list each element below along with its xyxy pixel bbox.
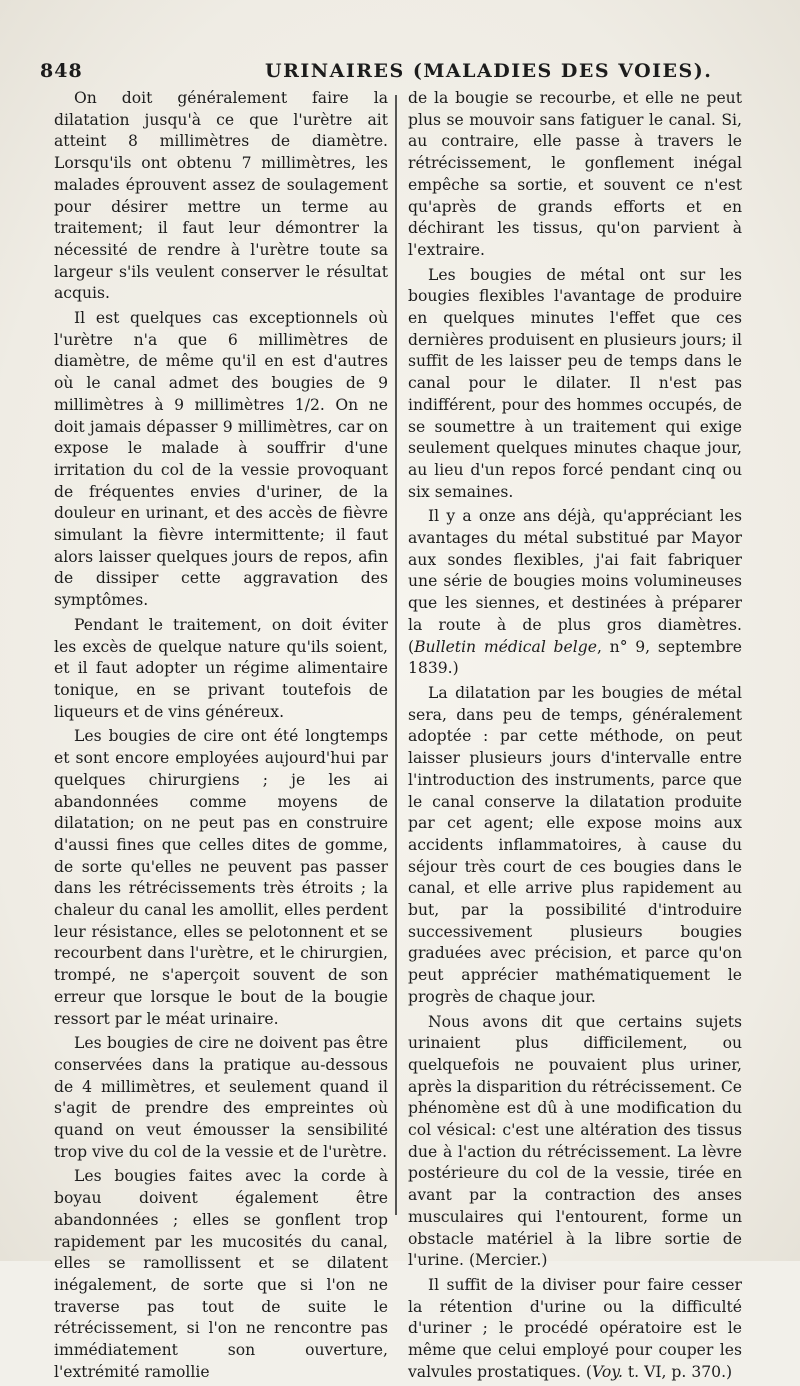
paragraph-gut-bougies: Les bougies faites avec la corde à boyau doivent également être abandonnées ; elles se gonflent trop rapidement par les mucosités du canal, elles se ramollissent et se dilatent inégalement, de sorte que si l'on ne traverse pas tout de suite le rétrécissement, si l'on ne rencontre pas immédiatement son ouverture, l'extrémité ramollie — [54, 1167, 388, 1381]
paragraph-division — [408, 1275, 742, 1384]
column-divider — [395, 95, 397, 1215]
paragraph-dilatation-extent: On doit généralement faire la dilatation jusqu'à ce que l'urètre ait atteint 8 millimètres de diamètre. Lorsqu'ils ont obtenu 7 millimètres, les malades éprouvent assez de soulagement pour désirer mettre un terme au traitement; il faut leur démontrer la nécessité de rendre à l'urètre toute sa largeur s'ils veulent conserver le résultat acquis. — [54, 89, 388, 303]
citation-rest: , n° 9, septembre 1839.) — [408, 637, 742, 678]
paragraph-exceptional-cases: Il est quelques cas exceptionnels où l'urètre n'a que 6 millimètres de diamètre, de même qu'il en est d'autres où le canal admet des bougies de 9 millimètres à 9 millimètres 1/2. On ne doit jamais dépasser 9 millimètres, car on expose le malade à souffrir d'une irritation du col de la vessie provoquant de fréquentes envies d'uriner, de la douleur en urinant, et des accès de fièvre simulant la fièvre intermittente; il faut alors laisser quelques jours de repos, afin de dissiper cette aggravation des symptômes. — [54, 309, 388, 610]
paragraph-wax-bougies-limit: Les bougies de cire ne doivent pas être conservées dans la pratique au-dessous de 4 millimètres, et seulement quand il s'agit de prendre des empreintes où quand on veut émousser la sensibilité trop vive du col de la vessie et de l'urètre. — [54, 1034, 388, 1161]
citation-title: Bulletin médical belge — [414, 637, 597, 656]
page-number: 848 — [40, 60, 83, 82]
reference-rest: t. VI, p. 370.) — [622, 1362, 733, 1381]
paragraph-continuation: de la bougie se recourbe, et elle ne peut plus se mouvoir sans fatiguer le canal. Si, au contraire, elle passe à travers le rétrécissement, le gonflement inégal empêche sa sortie, et souvent ce n'est qu'après de grands efforts et en déchirant les tissus, qu'on parvient à l'extraire. — [408, 89, 742, 259]
right-column — [408, 88, 742, 1386]
left-column — [54, 88, 388, 1386]
mayor-text: Il y a onze ans déjà, qu'appréciant les avantages du métal substitué par Mayor aux sondes flexibles, j'ai fait fabriquer une série de bougies moins volumineuses que les siennes, et destinées à préparer la route à de plus gros diamètres. ( — [408, 507, 742, 656]
reference-abbrev: Voy. — [592, 1362, 623, 1381]
paragraph-metal-bougies: Les bougies de métal ont sur les bougies flexibles l'avantage de produire en quelques minutes l'effet que ces dernières produisent en plusieurs jours; il suffit de les laisser peu de temps dans le canal pour le dilater. Il n'est pas indifférent, pour des hommes occupés, de se soumettre à un traitement qui exige seulement quelques minutes chaque jour, au lieu d'un repos forcé pendant cinq ou six semaines. — [408, 265, 742, 501]
paragraph-wax-bougies: Les bougies de cire ont été longtemps et sont encore employées aujourd'hui par quelques chirurgiens ; je les ai abandonnées comme moyens de dilatation; on ne peut pas en construire d'aussi fines que celles dites de gomme, de sorte qu'elles ne peuvent pas passer dans les rétrécissements très étroits ; la chaleur du canal les amollit, elles perdent leur résistance, elles se pelotonnent et se recourbent dans l'urètre, et le chirurgien, trompé, ne s'aperçoit souvent de son erreur que lorsque le bout de la bougie ressort par le méat urinaire. — [54, 727, 388, 1028]
paragraph-treatment-regimen: Pendant le traitement, on doit éviter les excès de quelque nature qu'ils soient, et il faut adopter un régime alimentaire tonique, en se privant toutefois de liqueurs et de vins généreux. — [54, 615, 388, 721]
division-text: Il suffit de la diviser pour faire cesser la rétention d'urine ou la difficulté d'uriner ; le procédé opératoire est le même que celui employé pour couper les valvules prostatiques. ( — [408, 1275, 742, 1381]
paragraph-bladder-neck: Nous avons dit que certains sujets urinaient plus difficilement, ou quelquefois ne pouvaient plus uriner, après la disparition du rétrécissement. Ce phénomène est dû à une modification du col vésical: c'est une altération des tissus due à l'action du rétrécissement. La lèvre postérieure du col de la vessie, tirée en avant par la contraction des anses musculaires qui l'entourent, forme un obstacle matériel à la libre sortie de l'urine. (Mercier.) — [408, 1012, 742, 1270]
paragraph-metal-dilatation: La dilatation par les bougies de métal sera, dans peu de temps, généralement adoptée : par cette méthode, on peut laisser plusieurs jours d'intervalle entre l'introduction des instruments, parce que le canal conserve la dilatation produite par cet agent; elle expose moins aux accidents inflammatoires, à cause du séjour très court de ces bougies dans le canal, et elle arrive plus rapidement au but, par la possibilité d'introduire successivement plusieurs bougies graduées avec précision, et parce qu'on peut apprécier mathématiquement le progrès de chaque jour. — [408, 683, 742, 1006]
paragraph-mayor — [408, 506, 742, 680]
running-head: URINAIRES (MALADIES DES VOIES). — [265, 60, 713, 82]
page-header — [40, 60, 760, 90]
